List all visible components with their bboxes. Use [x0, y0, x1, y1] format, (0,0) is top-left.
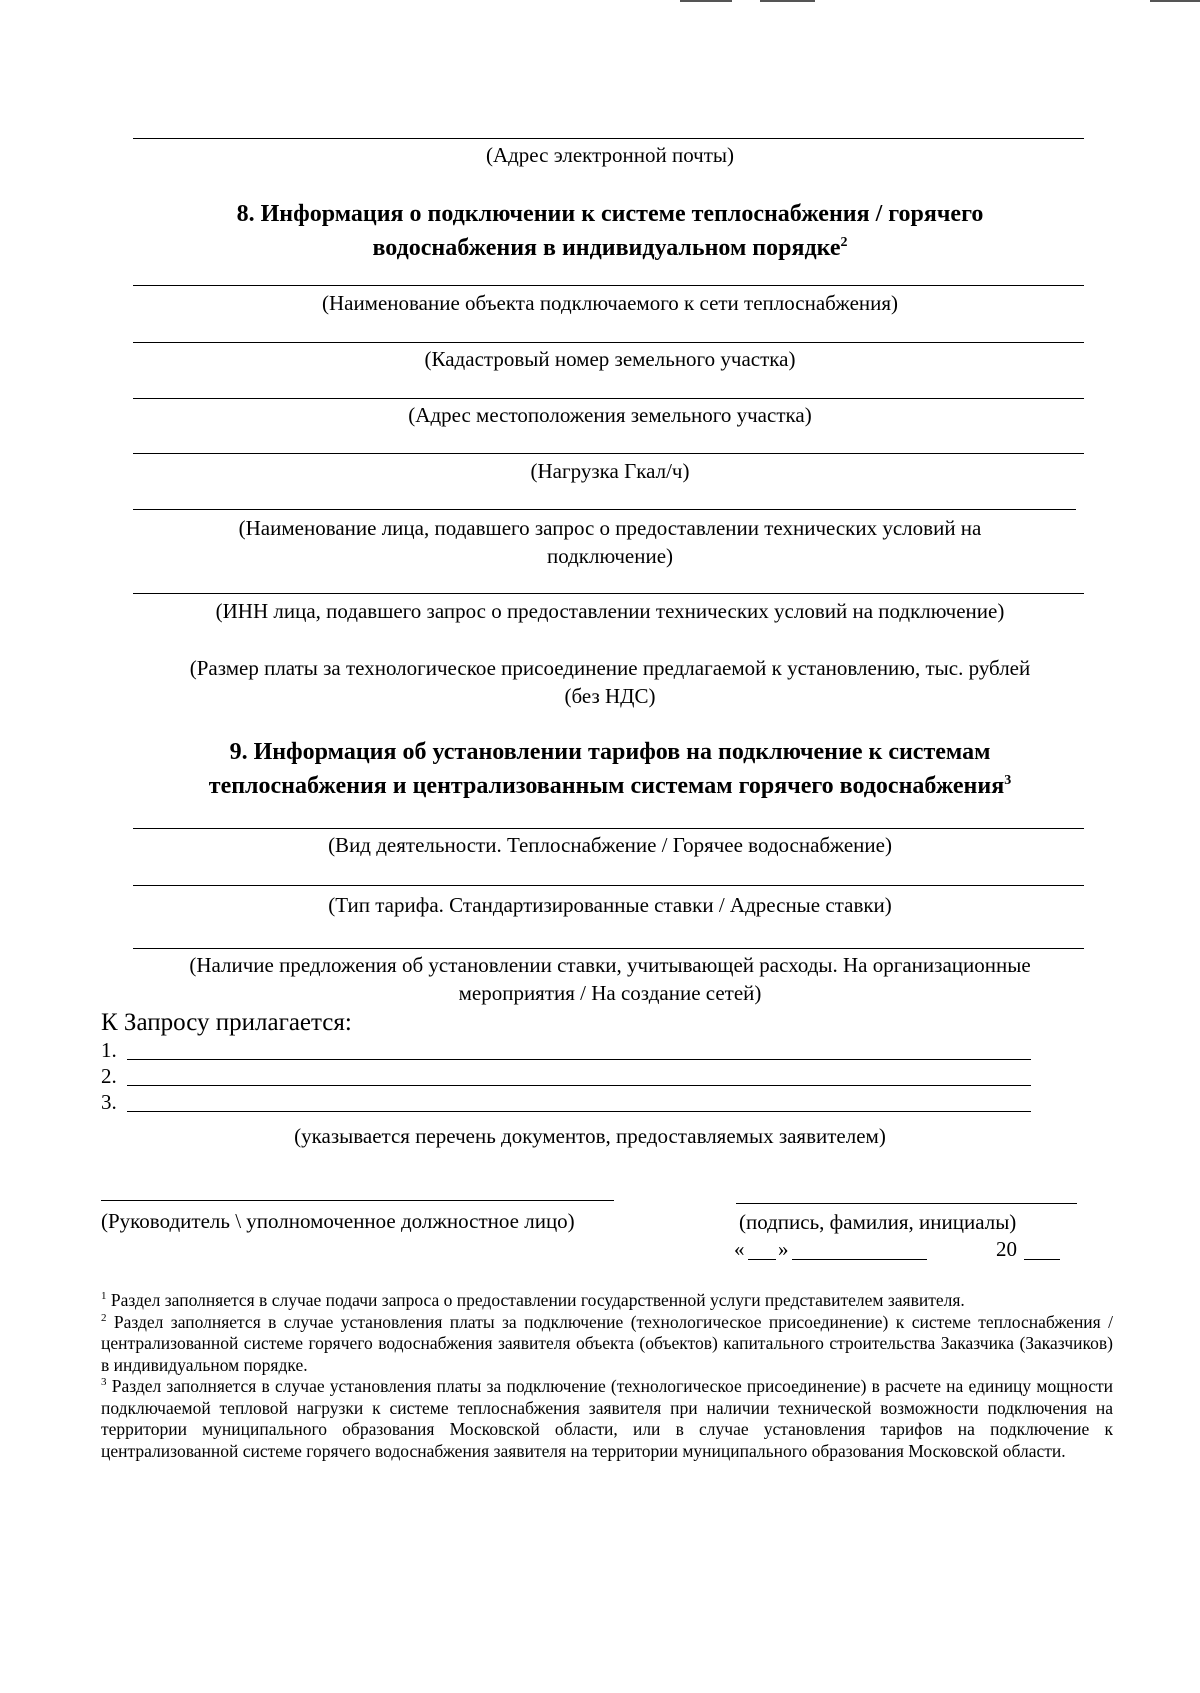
attachments-caption: (указывается перечень документов, предоставляемых заявителем) [294, 1124, 886, 1148]
load-field-line[interactable] [133, 453, 1084, 454]
footnote-mark: 2 [101, 1311, 107, 1324]
activity-caption: (Вид деятельности. Теплоснабжение / Горячее водоснабжение) [328, 833, 892, 857]
scan-mark [680, 0, 732, 2]
requester-name-caption [110, 514, 1110, 570]
attachment-line[interactable] [127, 1111, 1031, 1112]
attachment-item[interactable] [101, 1089, 1031, 1116]
attachment-number: 3. [101, 1090, 117, 1114]
fee-caption-line2: (без НДС) [564, 684, 656, 708]
footnotes [101, 1290, 1113, 1462]
load-caption: (Нагрузка Гкал/ч) [530, 459, 690, 483]
attachment-line[interactable] [127, 1059, 1031, 1060]
cadastral-number-field-line[interactable] [133, 342, 1084, 343]
attachment-item[interactable] [101, 1063, 1031, 1090]
attachments-title: К Запросу прилагается: [101, 1009, 352, 1036]
attachment-item[interactable] [101, 1037, 1031, 1064]
date-close-quote: » [778, 1237, 789, 1261]
position-field-line[interactable] [101, 1200, 614, 1201]
attachment-number: 2. [101, 1064, 117, 1088]
requester-name-caption-line1: (Наименование лица, подавшего запрос о предоставлении технических условий на [238, 516, 982, 540]
proposal-field-line[interactable] [133, 948, 1084, 949]
inn-caption: (ИНН лица, подавшего запрос о предоставлении технических условий на подключение) [215, 599, 1005, 623]
section-8-heading-line1: 8. Информация о подключении к системе теплоснабжения / горячего [236, 201, 984, 227]
footnote-text: Раздел заполняется в случае установления платы за подключение (технологическое присоединение) в расчете на единицу мощности подключаемой тепловой нагрузки к системе теплоснабжения заявителя при наличии технической возможности подключения на территории муниципального образования Московской области, или в случае установления тарифов на подключение к централизованной системе горячего водоснабжения заявителя на территории муниципального образования Московской области. [101, 1376, 1114, 1461]
tariff-type-field-line[interactable] [133, 885, 1084, 886]
date-year-line[interactable] [1024, 1259, 1060, 1260]
object-name-field-line[interactable] [133, 285, 1084, 286]
land-address-field-line[interactable] [133, 398, 1084, 399]
footnote-ref-2: 2 [840, 235, 848, 250]
footnote-text: Раздел заполняется в случае подачи запроса о предоставлении государственной услуги представителем заявителя. [110, 1290, 965, 1310]
scan-mark [760, 0, 815, 2]
attachment-line[interactable] [127, 1085, 1031, 1086]
inn-field-line[interactable] [133, 593, 1084, 594]
scan-mark [1150, 0, 1200, 2]
proposal-caption-line1: (Наличие предложения об установлении ставки, учитывающей расходы. На организационные [189, 953, 1031, 977]
section-9-heading-line2: теплоснабжения и централизованным системам горячего водоснабжения [208, 773, 1005, 799]
section-8-heading [110, 197, 1110, 265]
footnote-2 [101, 1312, 1113, 1377]
date-day-line[interactable] [748, 1259, 776, 1260]
footnote-1 [101, 1290, 1113, 1312]
date-year-prefix: 20 [996, 1237, 1017, 1261]
cadastral-number-caption: (Кадастровый номер земельного участка) [424, 347, 796, 371]
activity-field-line[interactable] [133, 828, 1084, 829]
email-field-line[interactable] [133, 138, 1084, 139]
proposal-caption [110, 951, 1110, 1007]
section-8-heading-line2: водоснабжения в индивидуальном порядке [372, 235, 841, 261]
fee-caption [110, 654, 1110, 710]
attachment-number: 1. [101, 1038, 117, 1062]
requester-name-caption-line2: подключение) [546, 544, 674, 568]
date-month-line[interactable] [792, 1259, 927, 1260]
footnote-mark: 1 [101, 1290, 107, 1303]
signature-field-line[interactable] [736, 1203, 1077, 1204]
section-9-heading [110, 735, 1110, 803]
footnote-mark: 3 [101, 1376, 107, 1389]
signature-caption: (подпись, фамилия, инициалы) [739, 1210, 1017, 1234]
land-address-caption: (Адрес местоположения земельного участка) [408, 403, 812, 427]
footnote-3 [101, 1376, 1113, 1462]
object-name-caption: (Наименование объекта подключаемого к сети теплоснабжения) [321, 291, 899, 315]
section-9-heading-line1: 9. Информация об установлении тарифов на подключение к системам [229, 739, 991, 765]
footnote-ref-3: 3 [1004, 773, 1012, 788]
email-caption: (Адрес электронной почты) [485, 143, 735, 167]
position-caption: (Руководитель \ уполномоченное должностное лицо) [101, 1209, 575, 1233]
tariff-type-caption: (Тип тарифа. Стандартизированные ставки / Адресные ставки) [328, 893, 892, 917]
footnote-text: Раздел заполняется в случае установления платы за подключение (технологическое присоединение) к системе теплоснабжения / централизованной системе горячего водоснабжения заявителя объекта (объектов) капитального строительства Заказчика (Заказчиков) в индивидуальном порядке. [101, 1311, 1113, 1375]
requester-name-field-line[interactable] [133, 509, 1076, 510]
proposal-caption-line2: мероприятия / На создание сетей) [458, 981, 762, 1005]
fee-caption-line1: (Размер платы за технологическое присоединение предлагаемой к установлению, тыс. рублей [189, 656, 1031, 680]
date-open-quote: « [734, 1237, 745, 1261]
